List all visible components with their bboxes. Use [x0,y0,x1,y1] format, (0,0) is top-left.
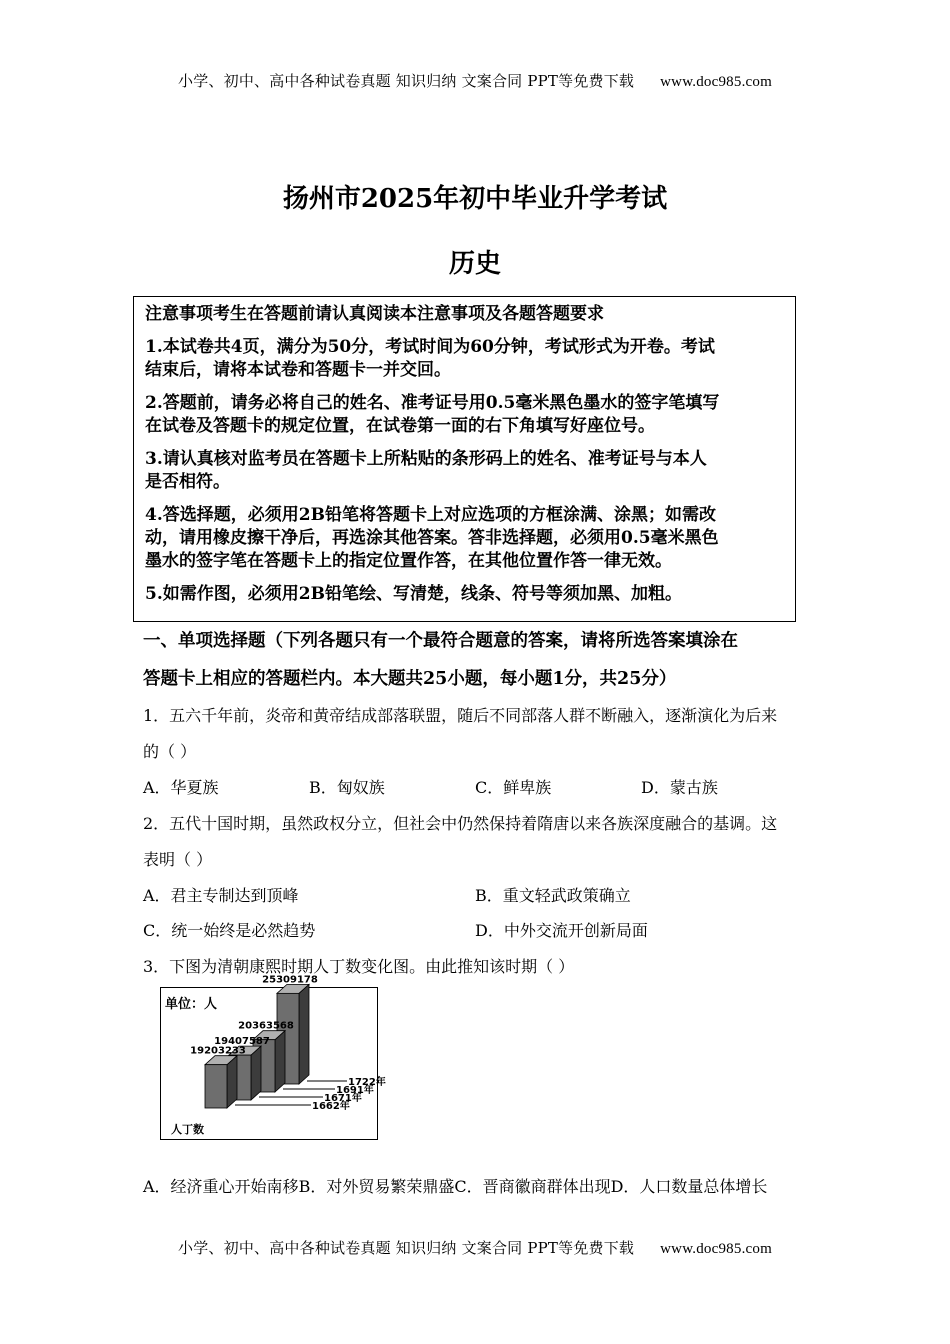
q2-option-a: A．君主专制达到顶峰 [143,886,299,905]
bar-value-label: 19407587 [214,1036,270,1048]
q2-option-b: B．重文轻武政策确立 [475,886,631,905]
page-footer [0,1237,950,1258]
notice-item: 3.请认真核对监考员在答题卡上所粘贴的条形码上的姓名、准考证号与本人 是否相符。 [145,449,707,492]
year-label: 1671年 [324,1093,362,1104]
section-heading-line2: 答题卡上相应的答题栏内。本大题共25小题，每小题1分，共25分） [143,669,677,689]
q3-option-c: C．晋商徽商群体出现 [454,1177,611,1196]
chart-bars [190,974,386,1112]
notice-box [133,296,796,622]
q1-option-d: D．蒙古族 [641,778,718,797]
notice-heading: 注意事项考生在答题前请认真阅读本注意事项及各题答题要求 [145,304,604,324]
header-site[interactable]: www.doc985.com [660,74,772,90]
q2-option-d: D．中外交流开创新局面 [475,921,648,940]
bar-1662年 [205,1056,237,1108]
notice-item: 4.答选择题，必须用2B铅笔将答题卡上对应选项的方框涂满、涂黑；如需改 动，请用橡皮擦干净后，再选涂其他答案。答非选择题，必须用0.5毫米黑色 墨水的签字笔在答题卡上的指定位置作答，在其他位置作答一律无效。 [145,505,719,571]
bar-front [205,1065,227,1108]
q3-option-b: B．对外贸易繁荣鼎盛 [298,1177,455,1196]
bar-value-label: 19203233 [190,1045,246,1057]
notice-item: 1.本试卷共4页，满分为50分，考试时间为60分钟，考试形式为开卷。考试 结束后，请将本试卷和答题卡一并交回。 [145,337,715,380]
bar-side [299,984,309,1084]
q1-option-a: A．华夏族 [143,778,219,797]
question-1-text-cont: 的（ ） [143,742,197,761]
year-label: 1691年 [336,1085,374,1096]
chart-xlabel: 人丁数 [171,1123,204,1136]
footer-site[interactable]: www.doc985.com [660,1241,772,1257]
bar-value-label: 25309178 [262,974,318,986]
q3-options [143,1174,813,1197]
population-chart [160,974,386,1140]
question-1-text: 1．五六千年前，炎帝和黄帝结成部落联盟，随后不同部落人群不断融入，逐渐演化为后来 [143,706,778,725]
q2-option-c: C．统一始终是必然趋势 [143,921,316,940]
question-3-text: 3．下图为清朝康熙时期人丁数变化图。由此推知该时期（ ） [143,957,575,976]
population-chart-svg [161,974,386,1138]
section-heading-line1: 一、单项选择题（下列各题只有一个最符合题意的答案，请将所选答案填涂在 [143,631,738,651]
bar-side [275,1031,285,1092]
exam-subject: 历史 [448,249,501,279]
year-label: 1662年 [312,1101,350,1112]
footer-text: 小学、初中、高中各种试卷真题 知识归纳 文案合同 PPT等免费下载 [178,1239,635,1257]
notice-item: 5.如需作图，必须用2B铅笔绘、写清楚，线条、符号等须加黑、加粗。 [145,584,682,604]
question-2-text-cont: 表明（ ） [143,850,213,869]
header-text: 小学、初中、高中各种试卷真题 知识归纳 文案合同 PPT等免费下载 [178,72,635,90]
bar-value-label: 20363568 [238,1020,294,1032]
q3-option-d: D．人口数量总体增长 [610,1177,768,1196]
notice-item: 2.答题前，请务必将自己的姓名、准考证号用0.5毫米黑色墨水的签字笔填写 在试卷及答题卡的规定位置，在试卷第一面的右下角填写好座位号。 [145,393,720,436]
page-header [0,70,950,91]
q3-option-a: A．经济重心开始南移 [143,1177,299,1196]
q1-option-b: B．匈奴族 [309,778,385,797]
question-2-text: 2．五代十国时期，虽然政权分立，但社会中仍然保持着隋唐以来各族深度融合的基调。这 [143,814,778,833]
year-label: 1722年 [348,1077,386,1088]
q1-option-c: C．鲜卑族 [475,778,552,797]
chart-title: 单位：人 [165,997,218,1012]
exam-title: 扬州市2025年初中毕业升学考试 [282,184,668,214]
